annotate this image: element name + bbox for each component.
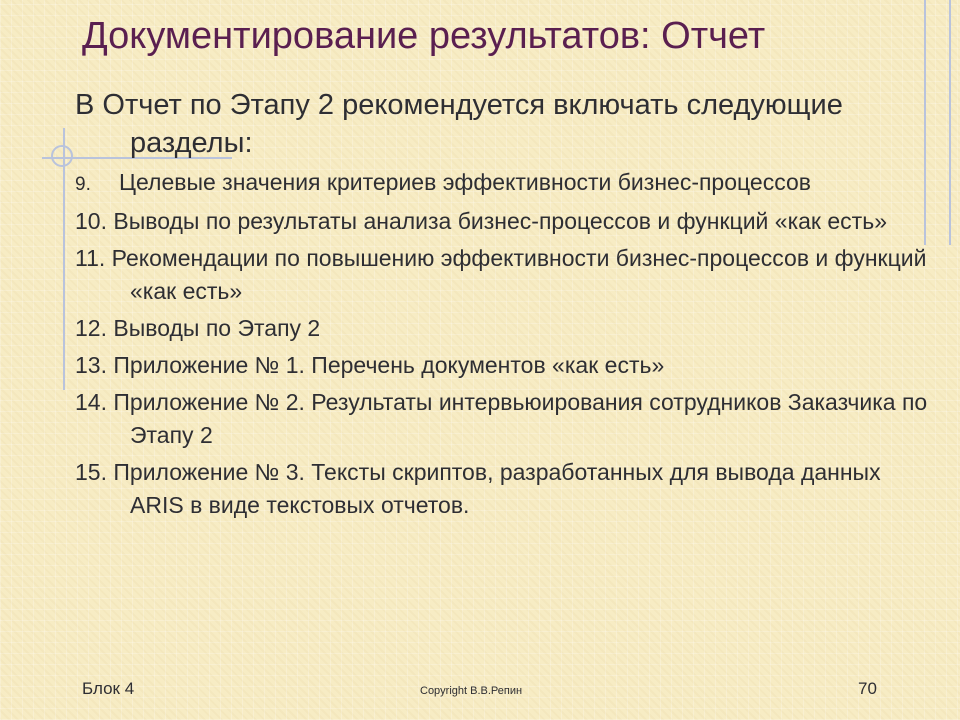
list-item — [75, 312, 935, 345]
list-item-number: 12. — [75, 315, 107, 341]
decorative-vertical-line — [63, 128, 65, 390]
list-item-text: Выводы по Этапу 2 — [113, 315, 321, 341]
list-item-text: Приложение № 1. Перечень документов «как есть» — [113, 352, 665, 378]
list-item — [75, 349, 935, 382]
list-item-number: 11. — [75, 245, 106, 271]
decorative-ring — [51, 145, 73, 167]
page-number: 70 — [858, 679, 877, 698]
list-item-number: 13. — [75, 352, 107, 378]
slide-content — [75, 86, 935, 526]
footer-copyright: Copyright В.В.Репин — [420, 685, 523, 697]
list-item — [75, 386, 935, 452]
intro-text: В Отчет по Этапу 2 рекомендуется включать следующие разделы: — [75, 89, 843, 159]
list-item-text: Целевые значения критериев эффективности бизнес-процессов — [119, 169, 811, 195]
list-item-text: Приложение № 3. Тексты скриптов, разработанных для вывода данных ARIS в виде текстовых отчетов. — [113, 459, 881, 518]
footer-block-label: Блок 4 — [82, 679, 135, 698]
decorative-vertical-line-right — [949, 0, 951, 245]
list-item — [75, 166, 935, 201]
list-item-number: 15. — [75, 459, 107, 485]
list-item-text: Приложение № 2. Результаты интервьюирования сотрудников Заказчика по Этапу 2 — [113, 389, 928, 448]
list-item-number: 14. — [75, 389, 107, 415]
list-item-text: Рекомендации по повышению эффективности бизнес-процессов и функций «как есть» — [111, 245, 927, 304]
list-item-number: 9. — [75, 174, 91, 195]
slide-title: Документирование результатов: Отчет — [82, 15, 766, 57]
list-item — [75, 456, 935, 522]
list-item-text: Выводы по результаты анализа бизнес-процессов и функций «как есть» — [113, 208, 887, 234]
list-item — [75, 242, 935, 308]
list-item — [75, 205, 935, 238]
list-item-number: 10. — [75, 208, 107, 234]
